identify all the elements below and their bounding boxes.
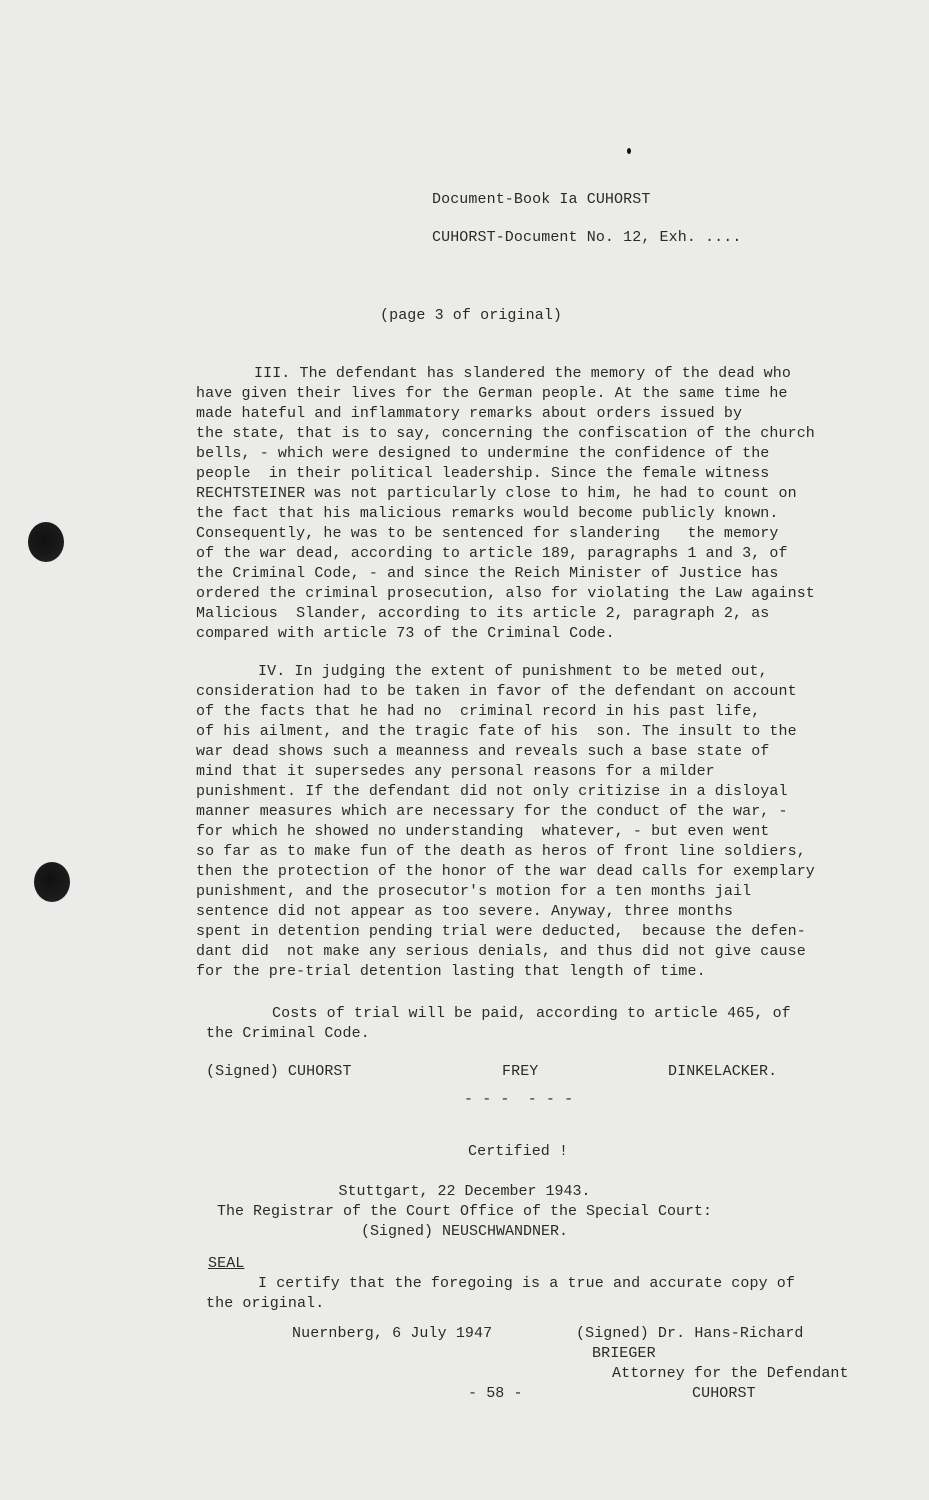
text-line: the Criminal Code.	[206, 1025, 370, 1042]
signer-line: CUHORST	[692, 1385, 756, 1402]
ink-speck	[627, 148, 631, 154]
text-line: spent in detention pending trial were deducted, because the defen-	[196, 923, 806, 940]
page-number: - 58 -	[468, 1385, 523, 1402]
document-book-title: Document-Book Ia CUHORST	[432, 191, 651, 208]
text-line: Costs of trial will be paid, according to article 465, of	[272, 1005, 791, 1022]
punch-hole-top	[28, 522, 64, 562]
signature-frey: FREY	[502, 1063, 539, 1080]
certify-line: the original.	[206, 1295, 325, 1312]
text-line: then the protection of the honor of the war dead calls for exemplary	[196, 863, 815, 880]
text-line: the state, that is to say, concerning the confiscation of the church	[196, 425, 815, 442]
text-line: compared with article 73 of the Criminal Code.	[196, 625, 615, 642]
text-line: the fact that his malicious remarks would become publicly known.	[196, 505, 779, 522]
text-line: RECHTSTEINER was not particularly close to him, he had to count on	[196, 485, 797, 502]
registrar-title: The Registrar of the Court Office of the Special Court:	[216, 1203, 713, 1220]
text-line: Malicious Slander, according to its article 2, paragraph 2, as	[196, 605, 770, 622]
text-line: punishment, and the prosecutor's motion for a ten months jail	[196, 883, 752, 900]
registrar-date: Stuttgart, 22 December 1943.	[338, 1183, 591, 1200]
text-line: made hateful and inflammatory remarks about orders issued by	[196, 405, 743, 422]
text-line: of the war dead, according to article 189, paragraphs 1 and 3, of	[196, 545, 788, 562]
text-line: IV. In judging the extent of punishment to be meted out,	[258, 663, 768, 680]
separator-dashes: - - - - - -	[464, 1091, 574, 1108]
text-line: sentence did not appear as too severe. Anyway, three months	[196, 903, 733, 920]
text-line: for the pre-trial detention lasting that length of time.	[196, 963, 706, 980]
place-date: Nuernberg, 6 July 1947	[292, 1325, 493, 1342]
text-line: of the facts that he had no criminal record in his past life,	[196, 703, 761, 720]
text-line: ordered the criminal prosecution, also for violating the Law against	[196, 585, 815, 602]
signer-line: (Signed) Dr. Hans-Richard	[576, 1325, 804, 1342]
signature-dinkelacker: DINKELACKER.	[668, 1063, 778, 1080]
text-line: have given their lives for the German people. At the same time he	[196, 385, 788, 402]
text-line: consideration had to be taken in favor of the defendant on account	[196, 683, 797, 700]
text-line: the Criminal Code, - and since the Reich Minister of Justice has	[196, 565, 779, 582]
text-line: manner measures which are necessary for the conduct of the war, -	[196, 803, 788, 820]
text-line: so far as to make fun of the death as heros of front line soldiers,	[196, 843, 806, 860]
text-line: of his ailment, and the tragic fate of his son. The insult to the	[196, 723, 797, 740]
text-line: punishment. If the defendant did not only critizise in a disloyal	[196, 783, 788, 800]
text-line: III. The defendant has slandered the memory of the dead who	[254, 365, 791, 382]
text-line: Consequently, he was to be sentenced for slandering the memory	[196, 525, 779, 542]
page-of-original: (page 3 of original)	[380, 307, 563, 324]
text-line: for which he showed no understanding whatever, - but even went	[196, 823, 770, 840]
document-reference: CUHORST-Document No. 12, Exh. ....	[432, 229, 742, 246]
seal-label: SEAL	[208, 1255, 245, 1272]
certify-line: I certify that the foregoing is a true and accurate copy of	[258, 1275, 795, 1292]
text-line: dant did not make any serious denials, and thus did not give cause	[196, 943, 806, 960]
certified-label: Certified !	[468, 1143, 569, 1160]
text-line: bells, - which were designed to undermine the confidence of the	[196, 445, 770, 462]
signature-cuhorst: (Signed) CUHORST	[206, 1063, 352, 1080]
text-line: war dead shows such a meanness and reveals such a base state of	[196, 743, 770, 760]
signer-line: BRIEGER	[592, 1345, 656, 1362]
punch-hole-bottom	[34, 862, 70, 902]
registrar-signature: (Signed) NEUSCHWANDNER.	[360, 1223, 569, 1240]
text-line: people in their political leadership. Since the female witness	[196, 465, 770, 482]
signer-line: Attorney for the Defendant	[612, 1365, 849, 1382]
text-line: mind that it supersedes any personal reasons for a milder	[196, 763, 715, 780]
